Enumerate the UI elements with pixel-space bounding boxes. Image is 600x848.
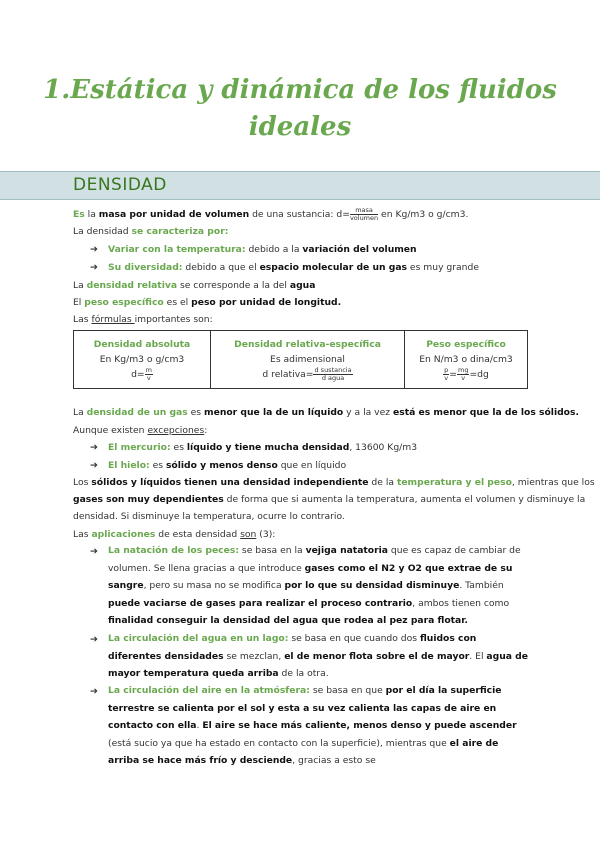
arrow-icon: ➔ bbox=[90, 546, 98, 557]
application-fish: La natación de los peces: se basa en la vejiga natatoria que es capaz de cambiar de volumen. Se llena gracias a que introduce gases como el N2 y O2 que extrae de su sangre, pero su masa no se modifica por lo que su densidad disminuye. También puede vaciarse de gases para realizar el proceso contrario, ambos tienen como finalidad conseguir la densidad del agua que rodea al pez para flotar. bbox=[108, 545, 521, 626]
arrow-icon: ➔ bbox=[90, 442, 98, 453]
paragraph-specific-weight: El peso específico es el peso por unidad de longitud. bbox=[73, 297, 342, 308]
bullet-diversity: Su diversidad: debido a que el espacio molecular de un gas es muy grande bbox=[108, 262, 479, 273]
formula-density: $\frac{\text{masa}}{\text{volumen}}$ bbox=[349, 206, 379, 222]
arrow-icon: ➔ bbox=[90, 634, 98, 645]
application-atmosphere: La circulación del aire en la atmósfera: se basa en que por el día la superficie terrestre se calienta por el sol y esta a su vez calienta las capas de aire en contacto con ella. El aire se hace más caliente, menos denso y puede ascender (está sucio ya que ha estado en contacto con la superficie), mientras que el aire de arriba se hace más frío y desciende, gracias a esto se bbox=[108, 685, 517, 766]
arrow-icon: ➔ bbox=[90, 686, 98, 697]
paragraph-formulas: Las fórmulas importantes son: bbox=[73, 314, 213, 325]
table-cell-specific-weight: Peso específico En N/m3 o dina/cm3 $\frac{p}{v}$ = $\frac{mg}{v}$ =dg bbox=[405, 331, 528, 389]
paragraph-dependence-line-2: gases son muy dependientes de forma que si aumenta la temperatura, aumenta el volumen y disminuye la bbox=[73, 494, 586, 505]
bullet-mercury: El mercurio: es líquido y tiene mucha densidad, 13600 Kg/m3 bbox=[108, 442, 418, 453]
arrow-icon: ➔ bbox=[90, 460, 98, 471]
arrow-icon: ➔ bbox=[90, 244, 98, 255]
bullet-temperature: Variar con la temperatura: debido a la variación del volumen bbox=[108, 244, 417, 255]
paragraph-exceptions: Aunque existen excepciones: bbox=[73, 425, 208, 436]
arrow-icon: ➔ bbox=[90, 262, 98, 273]
title-line-1: 1.Estática y dinámica de los fluidos bbox=[43, 75, 557, 105]
paragraph-applications: Las aplicaciones de esta densidad son (3): bbox=[73, 529, 276, 540]
formulas-table bbox=[73, 330, 528, 389]
table-cell-absolute-density: Densidad absoluta En Kg/m3 o g/cm3 d= $\frac{m}{v}$ bbox=[74, 331, 211, 389]
table-cell-relative-density: Densidad relativa-específica Es adimensional d relativa= $\frac{\text{d sustancia}}{\text{d agua}}$ bbox=[211, 331, 405, 389]
paragraph-gas-density: La densidad de un gas es menor que la de un líquido y a la vez está es menor que la de los sólidos. bbox=[73, 407, 579, 418]
application-lake: La circulación del agua en un lago: se basa en que cuando dos fluidos con diferentes densidades se mezclan, el de menor flota sobre el de mayor. El agua de mayor temperatura queda arriba de la otra. bbox=[108, 633, 528, 679]
bullet-ice: El hielo: es sólido y menos denso que en líquido bbox=[108, 460, 347, 471]
paragraph-definition: Es la masa por unidad de volumen de una sustancia: d= $\frac{\text{masa}}{\text{volumen}}$ en Kg/m3 o g/cm3. bbox=[73, 206, 469, 222]
paragraph-dependence-line-1: Los sólidos y líquidos tienen una densidad independiente de la temperatura y el peso, mientras que los bbox=[73, 477, 595, 488]
paragraph-dependence-line-3: densidad. Si disminuye la temperatura, ocurre lo contrario. bbox=[73, 511, 345, 522]
page-title bbox=[0, 72, 600, 146]
paragraph-characteristics: La densidad se caracteriza por: bbox=[73, 226, 229, 237]
paragraph-relative-density: La densidad relativa se corresponde a la del agua bbox=[73, 280, 316, 291]
section-title: DENSIDAD bbox=[73, 175, 167, 195]
title-line-2: ideales bbox=[248, 112, 352, 142]
